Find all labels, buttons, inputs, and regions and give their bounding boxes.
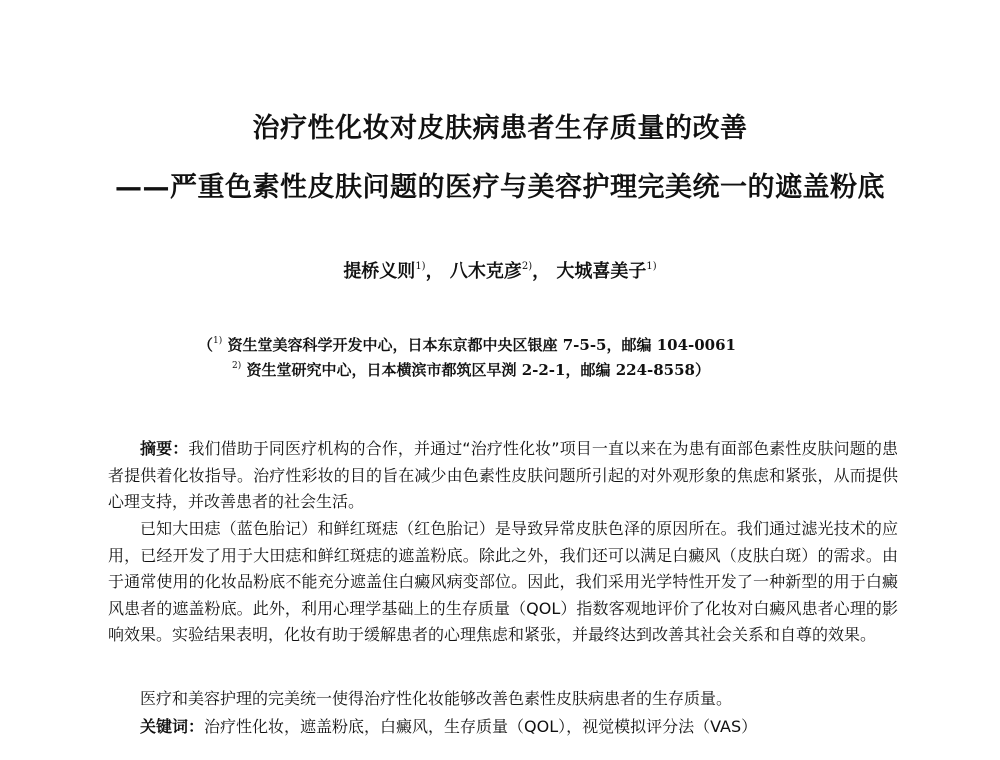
affiliation-text: 资生堂美容科学开发中心，日本东京都中央区银座 7-5-5，邮编 104-0061: [227, 336, 736, 354]
author-list: [0, 254, 1000, 285]
paragraph-text: 已知大田痣（蓝色胎记）和鲜红斑痣（红色胎记）是导致异常皮肤色泽的原因所在。我们通过滤光技术的应用，已经开发了用于大田痣和鲜红斑痣的遮盖粉底。除此之外，我们还可以满足白癜风（皮肤白斑）的需求。由于通常使用的化妆品粉底不能充分遮盖住白癜风病变部位。因此，我们采用光学特性开发了一种新型的用于白癜风患者的遮盖粉底。此外，利用心理学基础上的生存质量（QOL）指数客观地评价了化妆对白癜风患者心理的影响效果。实验结果表明，化妆有助于缓解患者的心理焦虑和紧张，并最终达到改善其社会关系和自尊的效果。: [108, 519, 898, 645]
author-separator: ，: [425, 261, 444, 282]
author-name: 大城喜美子: [556, 261, 647, 282]
affiliation-2: [232, 355, 710, 381]
keywords-paragraph: [108, 714, 898, 741]
author-name: 八木克彦: [449, 261, 522, 282]
author-affiliation-mark: 1): [415, 261, 426, 272]
affiliation-open-paren: （: [198, 336, 214, 354]
author-name: 提桥义则: [343, 261, 416, 282]
affiliation-text: 资生堂研究中心，日本横滨市都筑区早渕 2-2-1，邮编 224-8558）: [246, 361, 710, 379]
author-affiliation-mark: 1): [646, 261, 657, 272]
author-affiliation-mark: 2): [521, 261, 533, 272]
author-separator: ，: [532, 261, 551, 282]
paper-title: 治疗性化妆对皮肤病患者生存质量的改善: [252, 113, 748, 144]
affiliation-1: [198, 330, 736, 356]
affiliation-mark: 1): [213, 336, 223, 346]
paragraph-text: 医疗和美容护理的完美统一使得治疗性化妆能够改善色素性皮肤病患者的生存质量。: [140, 689, 733, 708]
abstract-label: 摘要：: [140, 439, 189, 458]
abstract-text: 我们借助于同医疗机构的合作，并通过“治疗性化妆”项目一直以来在为患有面部色素性皮肤问题的患者提供着化妆指导。治疗性彩妆的目的旨在减少由色素性皮肤问题所引起的对外观形象的焦虑和紧张，从而提供心理支持，并改善患者的社会生活。: [108, 439, 898, 512]
keywords-label: 关键词：: [140, 717, 205, 736]
body-paragraph-2: [108, 516, 898, 649]
body-paragraph-3: [108, 686, 898, 713]
abstract-paragraph: [108, 436, 898, 516]
affiliation-mark: 2): [232, 361, 242, 371]
keywords-text: 治疗性化妆，遮盖粉底，白癜风，生存质量（QOL），视觉模拟评分法（VAS）: [204, 717, 758, 736]
paper-subtitle: ——严重色素性皮肤问题的医疗与美容护理完美统一的遮盖粉底: [115, 172, 885, 203]
